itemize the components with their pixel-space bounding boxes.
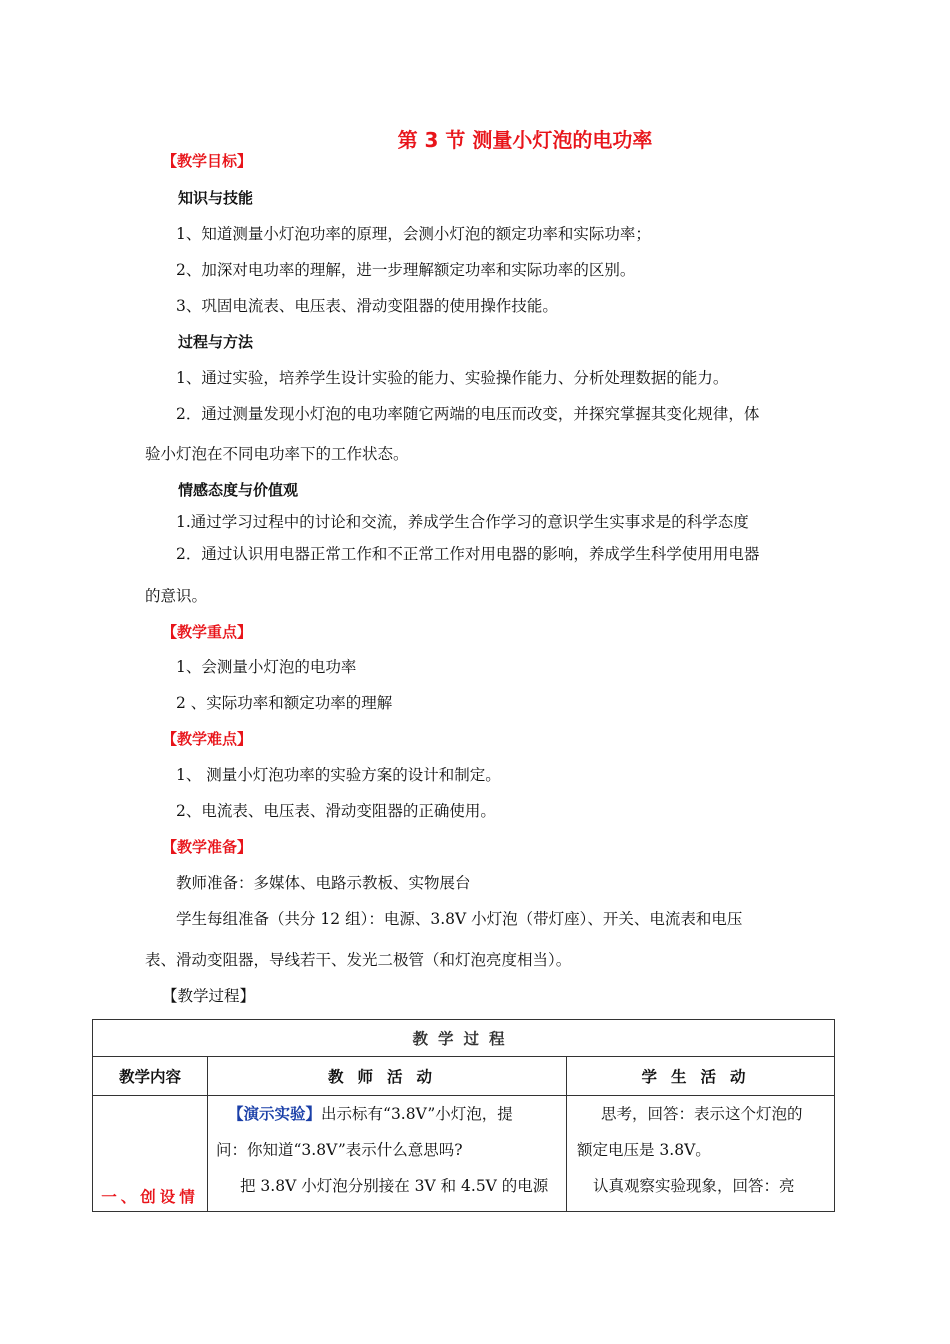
knowledge-item: 2、加深对电功率的理解，进一步理解额定功率和实际功率的区别。 <box>176 261 636 279</box>
preparation-item: 学生每组准备（共分 12 组）：电源、3.8V 小灯泡（带灯座）、开关、电流表和电压 <box>176 910 743 928</box>
teacher-line: 把 3.8V 小灯泡分别接在 3V 和 4.5V 的电源 <box>240 1177 549 1195</box>
teacher-line: 问：你知道“3.8V”表示什么意思吗? <box>216 1141 463 1159</box>
table-row <box>93 1096 835 1212</box>
student-line: 额定电压是 3.8V。 <box>577 1141 711 1159</box>
difficulties-heading: 【教学难点】 <box>162 730 253 748</box>
page-title: 第 3 节 测量小灯泡的电功率 <box>397 128 653 152</box>
preparation-item: 表、滑动变阻器，导线若干、发光二极管（和灯泡亮度相当）。 <box>145 951 572 969</box>
col-header-student: 学生活动 <box>567 1057 835 1096</box>
difficulty-item: 1、 测量小灯泡功率的实验方案的设计和制定。 <box>176 766 501 784</box>
knowledge-item: 3、巩固电流表、电压表、滑动变阻器的使用操作技能。 <box>176 297 558 315</box>
table-title: 教学过程 <box>93 1020 835 1057</box>
preparation-heading: 【教学准备】 <box>162 838 253 856</box>
key-point-item: 2 、实际功率和额定功率的理解 <box>176 694 393 712</box>
col-header-content: 教学内容 <box>93 1057 208 1096</box>
process-item: 验小灯泡在不同电功率下的工作状态。 <box>145 445 409 463</box>
student-line: 认真观察实验现象，回答：亮 <box>593 1177 795 1195</box>
process-section-heading: 【教学过程】 <box>162 987 256 1005</box>
emotion-item: 的意识。 <box>145 587 208 605</box>
preparation-item: 教师准备：多媒体、电路示教板、实物展台 <box>176 874 471 892</box>
knowledge-heading: 知识与技能 <box>178 189 254 207</box>
table-title-row <box>93 1020 835 1057</box>
process-method-heading: 过程与方法 <box>178 333 254 351</box>
goals-heading: 【教学目标】 <box>162 152 253 170</box>
student-activity-cell <box>567 1096 835 1212</box>
teacher-line-text: 出示标有“3.8V”小灯泡，提 <box>321 1105 513 1123</box>
process-item: 1、通过实验，培养学生设计实验的能力、实验操作能力、分析处理数据的能力。 <box>176 369 729 387</box>
col-header-teacher: 教师活动 <box>208 1057 567 1096</box>
teacher-line <box>228 1104 560 1124</box>
process-item: 2．通过测量发现小灯泡的电功率随它两端的电压而改变，并探究掌握其变化规律，体 <box>176 405 760 423</box>
teacher-activity-cell <box>208 1096 567 1212</box>
key-points-heading: 【教学重点】 <box>162 623 253 641</box>
row-label: 一、创设情 <box>101 1188 199 1206</box>
emotion-item: 1.通过学习过程中的讨论和交流，养成学生合作学习的意识学生实事求是的科学态度 <box>176 513 749 531</box>
demo-experiment-tag: 【演示实验】 <box>228 1105 322 1123</box>
knowledge-item: 1、知道测量小灯泡功率的原理，会测小灯泡的额定功率和实际功率； <box>176 225 651 243</box>
emotion-heading: 情感态度与价值观 <box>178 481 299 499</box>
student-line: 思考，回答：表示这个灯泡的 <box>601 1105 803 1123</box>
difficulty-item: 2、电流表、电压表、滑动变阻器的正确使用。 <box>176 802 496 820</box>
table-header-row <box>93 1057 835 1096</box>
emotion-item: 2．通过认识用电器正常工作和不正常工作对用电器的影响，养成学生科学使用用电器 <box>176 545 760 563</box>
key-point-item: 1、会测量小灯泡的电功率 <box>176 658 357 676</box>
row-content-label <box>93 1096 208 1212</box>
teaching-process-table <box>92 1019 835 1212</box>
